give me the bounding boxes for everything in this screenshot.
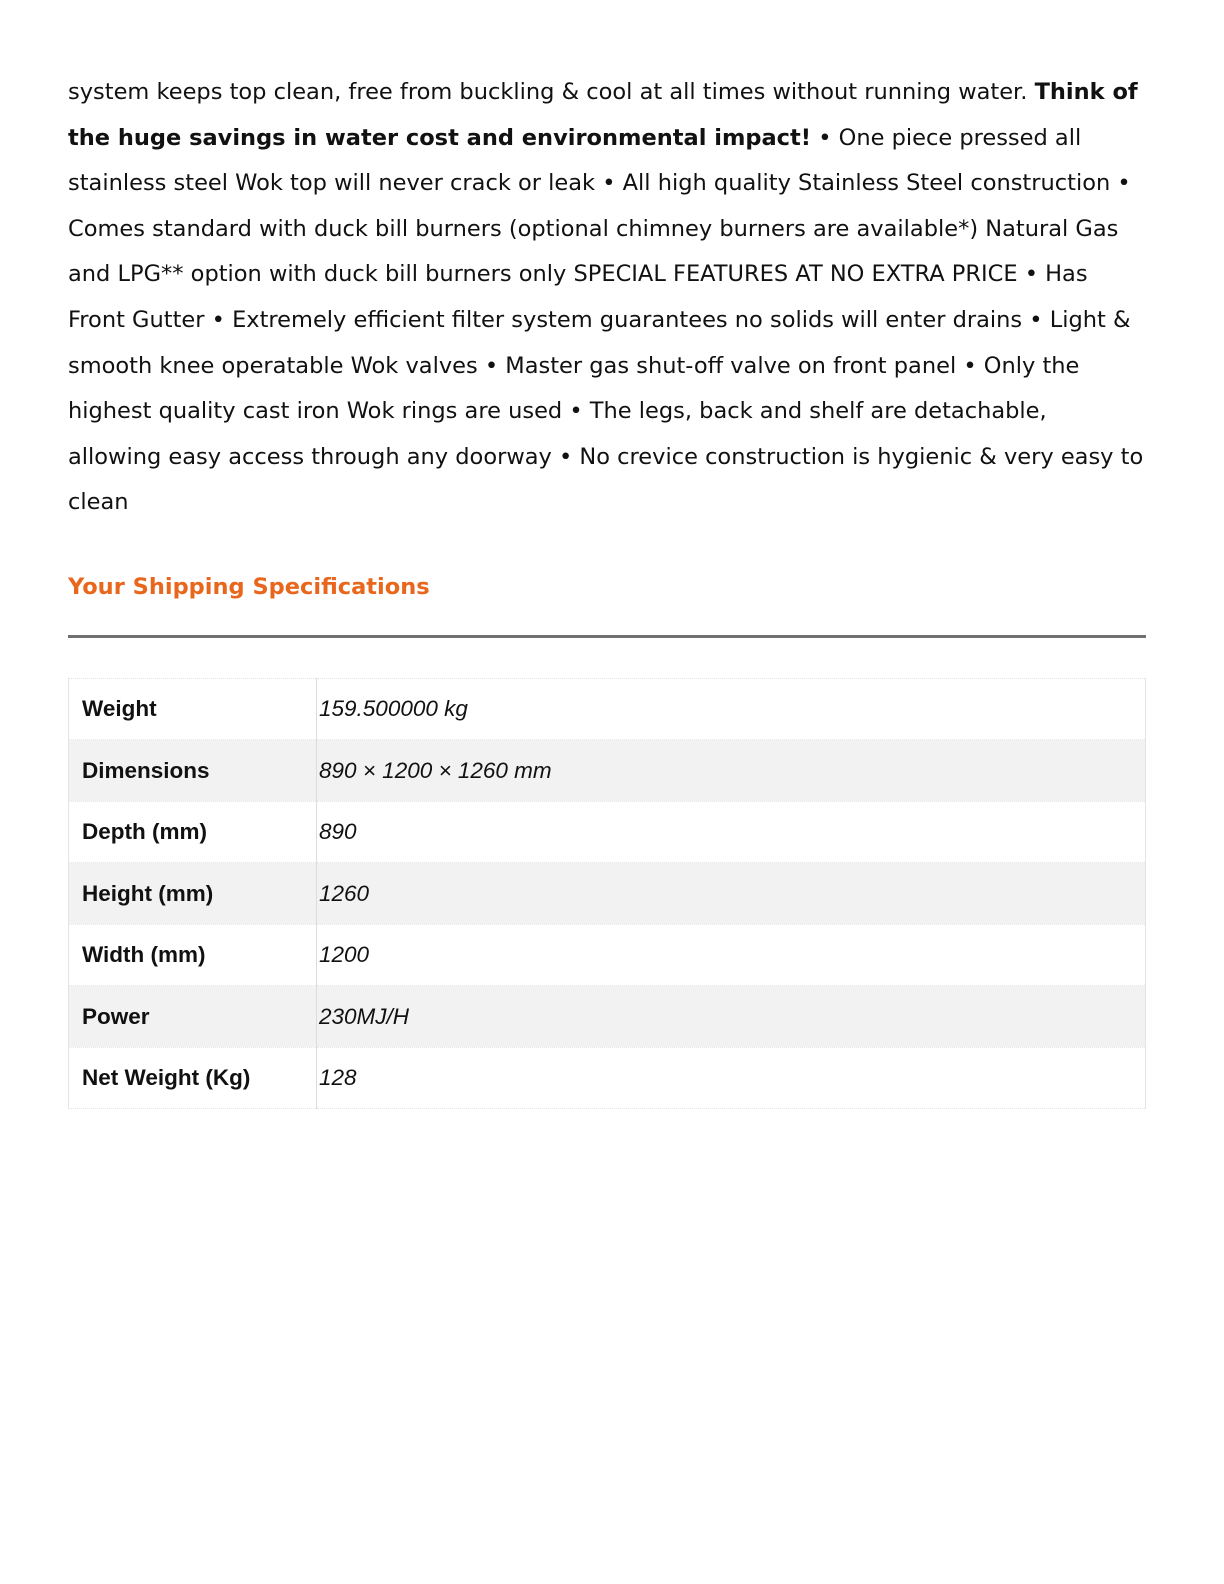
spec-label: Dimensions (69, 740, 317, 802)
spec-label: Net Weight (Kg) (69, 1047, 317, 1109)
spec-label: Power (69, 986, 317, 1048)
spec-value: 1200 (317, 924, 1146, 986)
description-highlight: Think of the huge savings in water cost and environmental impact! (68, 79, 1138, 151)
spec-row-power (69, 986, 1146, 1048)
spec-value: 890 × 1200 × 1260 mm (317, 740, 1146, 802)
spec-value: 890 (317, 801, 1146, 863)
shipping-specifications-title: Your Shipping Specifications (68, 573, 430, 600)
spec-row-height (69, 863, 1146, 925)
spec-row-dimensions (69, 740, 1146, 802)
product-description (68, 70, 1146, 526)
description-intro: system keeps top clean, free from buckling & cool at all times without running water. (68, 79, 1028, 105)
section-divider (68, 635, 1146, 638)
spec-label: Depth (mm) (69, 801, 317, 863)
product-content (68, 70, 1146, 1109)
spec-row-weight (69, 678, 1146, 740)
spec-row-net-weight (69, 1047, 1146, 1109)
shipping-specifications-table (68, 678, 1146, 1110)
description-features: • One piece pressed all stainless steel Wok top will never crack or leak • All high quality Stainless Steel construction • Comes standard with duck bill burners (optional chimney burners are available*) Natural Gas and LPG** option with duck bill burners only SPECIAL FEATURES AT NO EXTRA PRICE • Has Front Gutter • Extremely efficient filter system guarantees no solids will enter drains • Light & smooth knee operatable Wok valves • Master gas shut-off valve on front panel • Only the highest quality cast iron Wok rings are used • The legs, back and shelf are detachable, allowing easy access through any doorway • No crevice construction is hygienic & very easy to clean (68, 124, 1144, 516)
spec-label: Height (mm) (69, 863, 317, 925)
spec-value: 230MJ/H (317, 986, 1146, 1048)
spec-row-width (69, 924, 1146, 986)
spec-label: Weight (69, 678, 317, 740)
spec-row-depth (69, 801, 1146, 863)
spec-label: Width (mm) (69, 924, 317, 986)
spec-value: 159.500000 kg (317, 678, 1146, 740)
spec-value: 1260 (317, 863, 1146, 925)
spec-value: 128 (317, 1047, 1146, 1109)
